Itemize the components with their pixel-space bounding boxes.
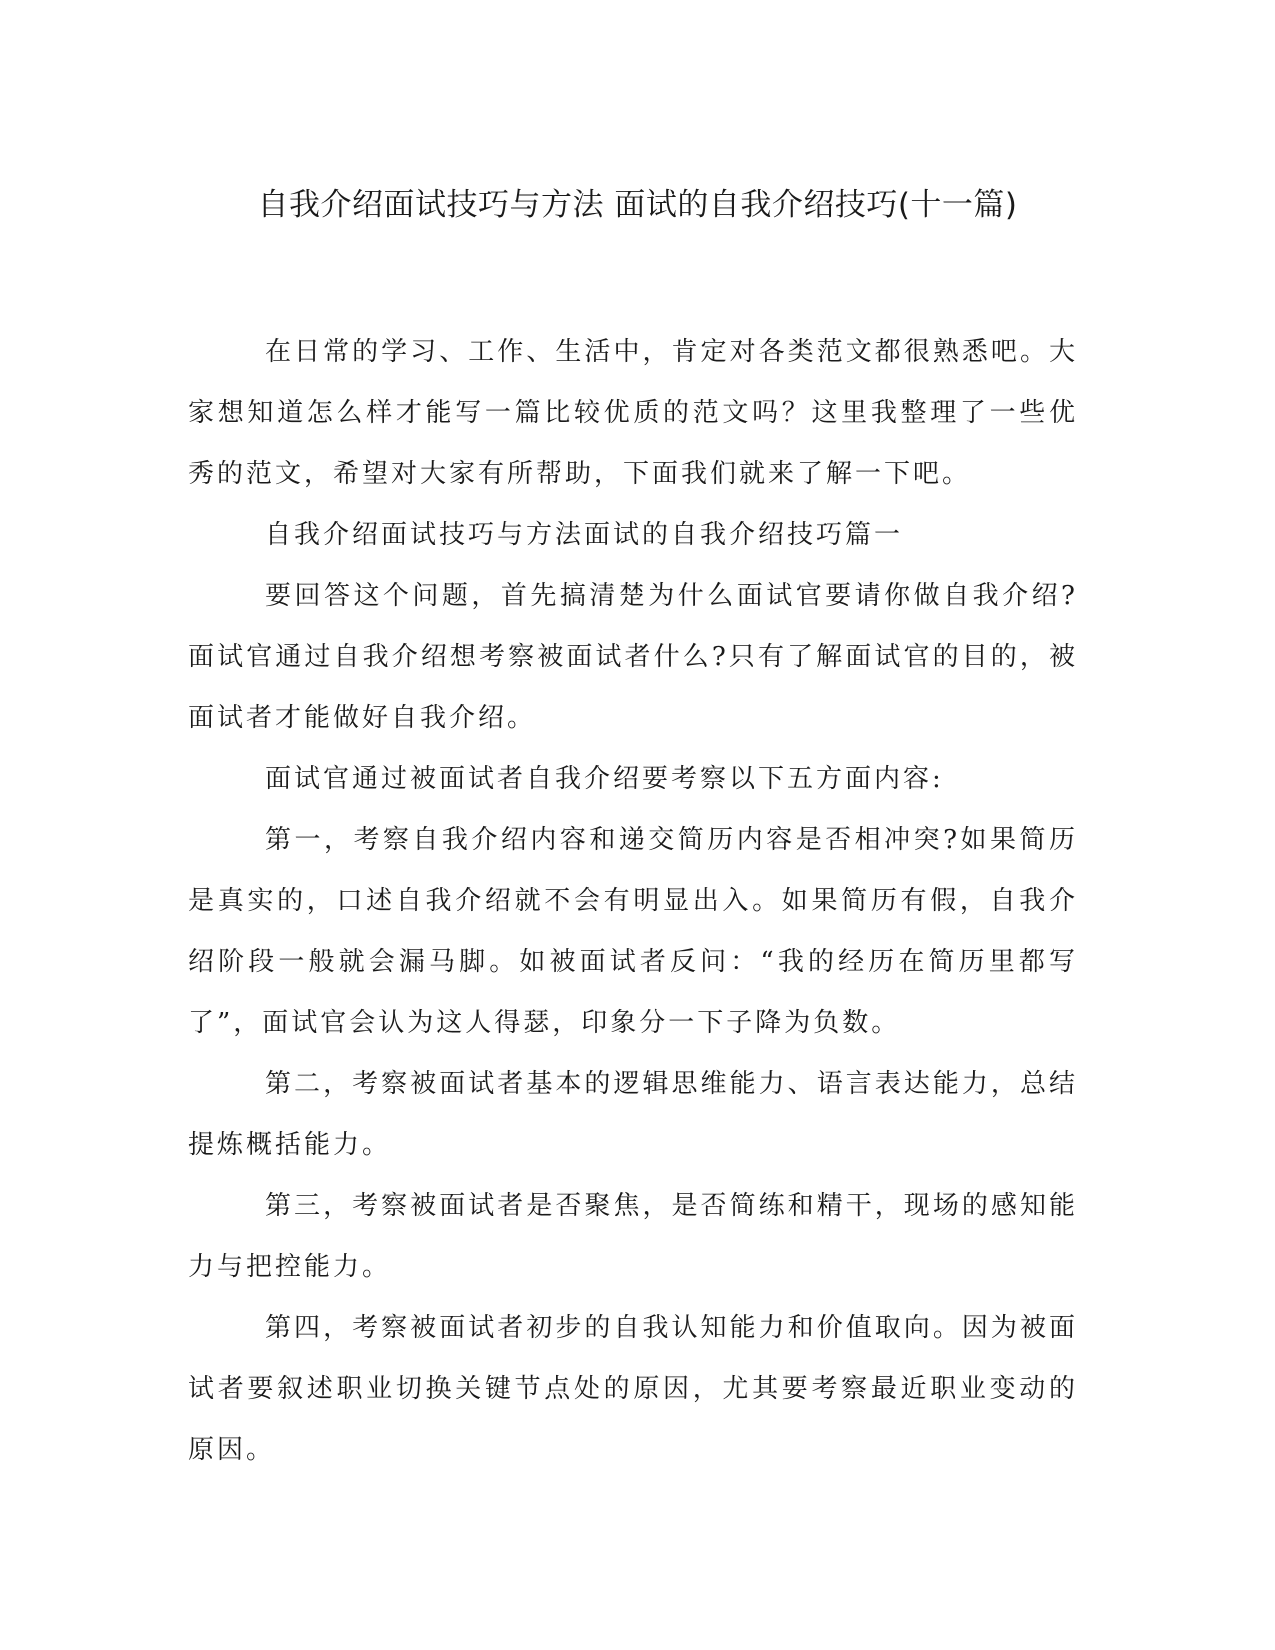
paragraph-third: 第三，考察被面试者是否聚焦，是否简练和精干，现场的感知能力与把控能力。 <box>188 1191 1078 1282</box>
paragraph-intro: 在日常的学习、工作、生活中，肯定对各类范文都很熟悉吧。大家想知道怎么样才能写一篇比较优质的范文吗？这里我整理了一些优秀的范文，希望对大家有所帮助，下面我们就来了解一下吧。 <box>188 337 1078 489</box>
document-body <box>188 322 1078 1481</box>
paragraph-first: 第一，考察自我介绍内容和递交简历内容是否相冲突?如果简历是真实的，口述自我介绍就不会有明显出入。如果简历有假，自我介绍阶段一般就会漏马脚。如被面试者反问：“我的经历在简历里都写了”，面试官会认为这人得瑟，印象分一下子降为负数。 <box>188 825 1078 1038</box>
paragraph-question: 要回答这个问题，首先搞清楚为什么面试官要请你做自我介绍?面试官通过自我介绍想考察被面试者什么?只有了解面试官的目的，被面试者才能做好自我介绍。 <box>188 581 1078 733</box>
document-title: 自我介绍面试技巧与方法 面试的自我介绍技巧(十一篇) <box>257 187 1018 223</box>
paragraph-second: 第二，考察被面试者基本的逻辑思维能力、语言表达能力，总结提炼概括能力。 <box>188 1069 1078 1160</box>
paragraph-section-heading: 自我介绍面试技巧与方法面试的自我介绍技巧篇一 <box>265 520 904 550</box>
paragraph-five-aspects: 面试官通过被面试者自我介绍要考察以下五方面内容: <box>265 764 944 794</box>
paragraph-fourth: 第四，考察被面试者初步的自我认知能力和价值取向。因为被面试者要叙述职业切换关键节点处的原因，尤其要考察最近职业变动的原因。 <box>188 1313 1078 1465</box>
